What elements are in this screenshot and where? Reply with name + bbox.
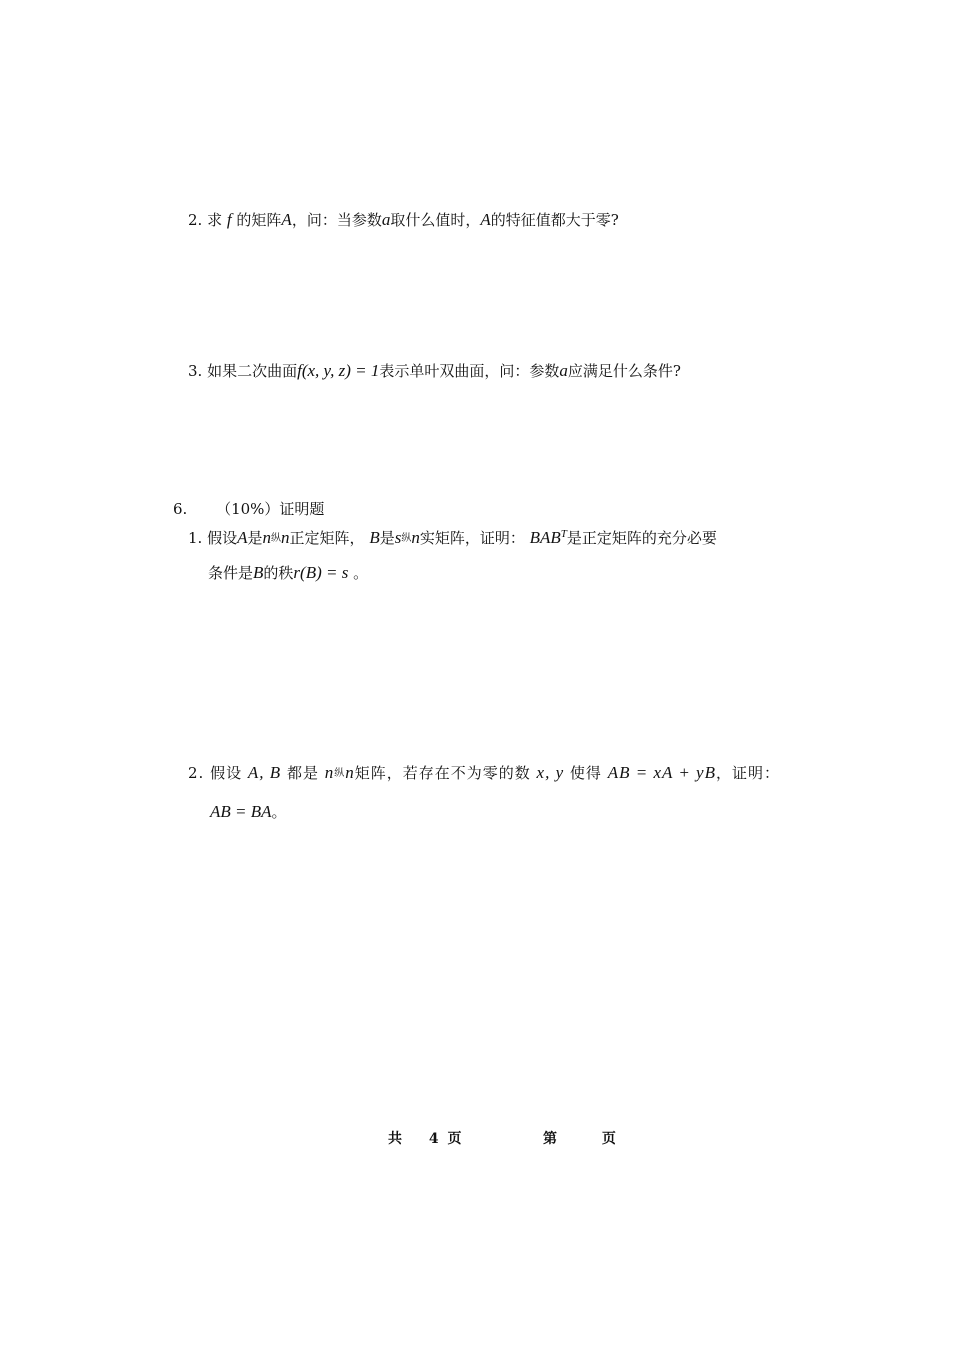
math-a: a [381, 210, 391, 229]
question-text: 是 [379, 529, 395, 547]
question-text: 应满足什么条件? [567, 362, 681, 380]
question-text: 如果二次曲面 [207, 362, 298, 380]
math-A: A [281, 210, 292, 229]
question-text: 求 [207, 211, 223, 229]
question-text: 。 [271, 803, 287, 821]
math-AB: A, B [247, 763, 282, 782]
math-n: n [262, 528, 272, 547]
question-text: 表示单叶双曲面，问：参数 [379, 362, 560, 380]
math-n: n [345, 763, 355, 782]
question-text: 条件是 [208, 564, 254, 582]
math-f: f [226, 210, 232, 229]
math-B: B [253, 563, 264, 582]
section-heading [173, 499, 324, 519]
math-transpose: T [560, 528, 567, 540]
question-text: 的秩 [263, 564, 294, 582]
footer-page-unit: 页 [447, 1131, 462, 1147]
question-text: 假设 [207, 529, 238, 547]
math-n: n [411, 528, 420, 547]
question-number: 3. [188, 362, 203, 380]
math-BAB: BAB [529, 528, 561, 547]
question-2 [188, 210, 619, 230]
math-A: A [237, 528, 248, 547]
times-sign: 纵 [401, 533, 412, 544]
math-expression: f(x, y, z) = 1 [297, 361, 380, 380]
math-equation: AB = xA + yB [607, 763, 716, 782]
times-sign: 纵 [334, 768, 346, 779]
question-text: 的矩阵 [236, 211, 282, 229]
math-xy: x, y [536, 763, 565, 782]
math-A: A [480, 210, 491, 229]
question-text: 是 [247, 529, 263, 547]
math-a: a [559, 361, 568, 380]
question-number: 2. [188, 211, 203, 229]
question-text: 假设 [210, 764, 243, 782]
proof-2-continued [210, 802, 287, 822]
question-text: 实矩阵，证明： [419, 529, 525, 547]
question-text: ，问：当参数 [291, 211, 382, 229]
proof-1-continued [208, 563, 368, 583]
question-text: 取什么值时， [390, 211, 481, 229]
page-footer-total [388, 1129, 462, 1149]
question-text: 是正定矩阵的充分必要 [566, 529, 717, 547]
question-text: 矩阵，若存在不为零的数 [354, 764, 531, 782]
proof-2 [188, 763, 780, 784]
question-text: ，证明： [715, 764, 780, 782]
question-number: 2. [188, 764, 205, 782]
question-text: 。 [353, 564, 369, 582]
question-number: 1. [188, 529, 203, 547]
footer-current-label: 第 [543, 1131, 557, 1147]
question-text: 都是 [286, 764, 319, 782]
section-number: 6. [173, 500, 188, 518]
footer-total-label: 共 [388, 1131, 402, 1147]
question-text: 的特征值都大于零? [490, 211, 619, 229]
proof-1 [188, 524, 717, 549]
page-footer-current [543, 1129, 616, 1149]
math-s: s [394, 528, 402, 547]
math-equation: AB = BA [210, 802, 272, 821]
math-B: B [369, 528, 380, 547]
section-title: （10%）证明题 [216, 500, 325, 518]
footer-total-pages: 4 [428, 1131, 439, 1147]
question-text: 使得 [569, 764, 602, 782]
times-sign: 纵 [271, 533, 282, 544]
math-rank: r(B) = s [293, 563, 349, 582]
question-text: 正定矩阵， [289, 529, 365, 547]
math-n: n [324, 763, 335, 782]
question-3 [188, 361, 681, 381]
footer-page-unit: 页 [601, 1131, 616, 1147]
math-n: n [281, 528, 290, 547]
